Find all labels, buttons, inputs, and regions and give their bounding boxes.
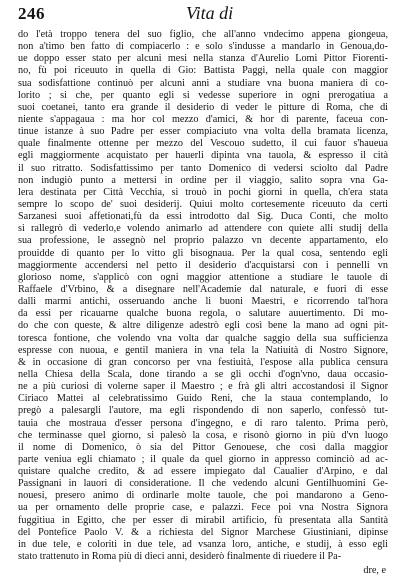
text-line: il nome di Domenico, ò sia del Pittor Genouese, che così dalla maggior	[18, 441, 388, 453]
running-head: Vita di	[186, 3, 234, 23]
text-line: nouesi, presero animo di ordinarle molte tauole, che poi mandarono a Geno-	[18, 490, 388, 502]
text-line: quale finalmente ottenne per mezzo del Vescouo sudetto, il cui fauor s'haueua	[18, 138, 388, 150]
page-number: 246	[18, 4, 45, 23]
text-line: dalli marmi antichi, osseruando anche li buoni Maestri, e ricorrendo tal'hora	[18, 296, 388, 308]
text-line: Raffaele d'Vrbino, & a disegnare nell'Academie dal naturale, e fuori di esse	[18, 283, 388, 295]
text-line: sua sodisfattione continuò per alcuni anni a studiare vna buona maniera di co-	[18, 77, 388, 89]
text-line: glorioso nome, s'applicò con ogni maggior attentione a studiare le tauole di	[18, 271, 388, 283]
text-line: no, fù poi riceuuto in quella di Gio: Battista Paggi, nella quale con maggior	[18, 65, 388, 77]
text-line: tauia che mostraua d'esser persona d'ingegno, e di raro talento. Prima però,	[18, 417, 388, 429]
text-line: non indugiò punto a mettersi in ordine per il viaggio, salito sopra vna Ga-	[18, 174, 388, 186]
text-line: toresca fontione, che volendo vna volta dar qualche saggio della sua sufficienza	[18, 332, 388, 344]
body-text	[18, 29, 388, 563]
text-line: in due tele, e coloriti in due tele, ad vsanza loro, antiche, e studij, à esso egli	[18, 538, 388, 550]
text-line: suoi coetanei, tanto era grande il desiderio di veder le pitture di Roma, che di	[18, 101, 388, 113]
text-line: non a'timo ben fatto di compiacerlo : e solo s'indusse a mandarlo in Genoua,do-	[18, 41, 388, 53]
text-line: Sarzanesi suoi affetionati,fù da essi introdotto dal Sig. Duca Conti, che molto	[18, 211, 388, 223]
text-line: Passignani in lauori di consideratione. Il che vedendo alcuni Gentilhuomini Ge-	[18, 478, 388, 490]
text-line: do l'età troppo tenera del suo figlio, che all'anno vndecimo appena giongeua,	[18, 29, 388, 40]
text-line: maggiormente accendersi nel petto il desiderio d'acquistarsi con i pennelli vn	[18, 259, 388, 271]
text-line: quistare qualche credito, & ad essere impiegato dal Caualier d'Arpino, e dal	[18, 466, 388, 478]
text-line: stato trattenuto in Roma più di dieci anni, desiderò finalmente di riuedere il Pa-	[18, 551, 342, 563]
text-line: che terminasse quel giorno, si palesò la cosa, e risonò giorno in più d'vn luogo	[18, 429, 388, 441]
text-line: niente s'appagaua : ma hor col mezzo d'amici, & hor di parente, faceua con-	[18, 113, 388, 125]
text-line: fuggitiua in Egitto, che per esser di mirabil artificio, fù presentata alla Santità	[18, 514, 388, 526]
text-line: il suo ritratto. Sodisfattissimo per tanto Domenico di vedersi sciolto dal Padre	[18, 162, 388, 174]
text-line: espresse con nuoua, e gentil maniera in vna tela la Natiuità di Nostro Signore,	[18, 344, 388, 356]
text-line: pregò a palesargli l'autore, ma egli rispondendo di non saperlo, confessò tut-	[18, 405, 388, 417]
text-line: Ciriaco Mattei al celebratissimo Guido Reni, che la staua contemplando, lo	[18, 393, 388, 405]
catchword: dre, e	[363, 565, 386, 576]
text-line: egli maggiormente acquistato per hauerli dipinta vna tauola, & espresso il cità	[18, 150, 388, 162]
page-header	[18, 4, 388, 26]
text-line: ne a più curiosi di volerne saper il Maestro ; e frà gli altri accostandosi il Signor	[18, 381, 388, 393]
text-line: nella Chiesa della Scala, done tirando a se gli occhi d'ogn'vno, daua occasio-	[18, 368, 388, 380]
text-line: & in occasione di gran concorso per vna festiuità, l'espose alla publica censura	[18, 356, 388, 368]
text-line: lorito ; si che, per quanto egli si vedesse superiore in ogni prerogatiua a	[18, 89, 388, 101]
text-line: tinue istanze à suo Padre per esser compiaciuto vna volta della bramata licenza,	[18, 126, 388, 138]
text-line: parte veniua egli chiamato ; il quale da quel giorno in appresso cominciò ad ac-	[18, 453, 388, 465]
text-line: ua per ornamento delle proprie case, e palazzi. Fece poi vna Nostra Signora	[18, 502, 388, 514]
text-line: prouidde di quanto per lo vitto gli bisognaua. Per la qual cosa, sentendo egli	[18, 247, 388, 259]
text-line: sempre lo scopo de' suoi desiderij. Quiui molto cortesemente riceuuto da certi	[18, 198, 388, 210]
text-line: del Pontefice Paolo V. & a richiesta del Signor Marchese Giustiniani, dipinse	[18, 526, 388, 538]
text-line: si rallegrò di vederlo,e volendo animarlo ad attendere con quiete alli studij della	[18, 223, 388, 235]
text-line: do che con queste, & altre diligenze adestrò egli così bene la mano ad ogni pit-	[18, 320, 388, 332]
text-line: da essi per ricauarne qualche buona regola, o salutare auuertimento. Di mo-	[18, 308, 388, 320]
text-line: sua professione, le assegnò nel proprio palazzo vn decente appartamento, elo	[18, 235, 388, 247]
text-line: ue doppo esser stato per alcuni mesi nella stanza d'Aurelio Lomi Pittor Fiorenti-	[18, 53, 388, 65]
text-line: lera destinata per Città Vecchia, si trouò in pochi giorni in quella, ch'era stata	[18, 186, 388, 198]
